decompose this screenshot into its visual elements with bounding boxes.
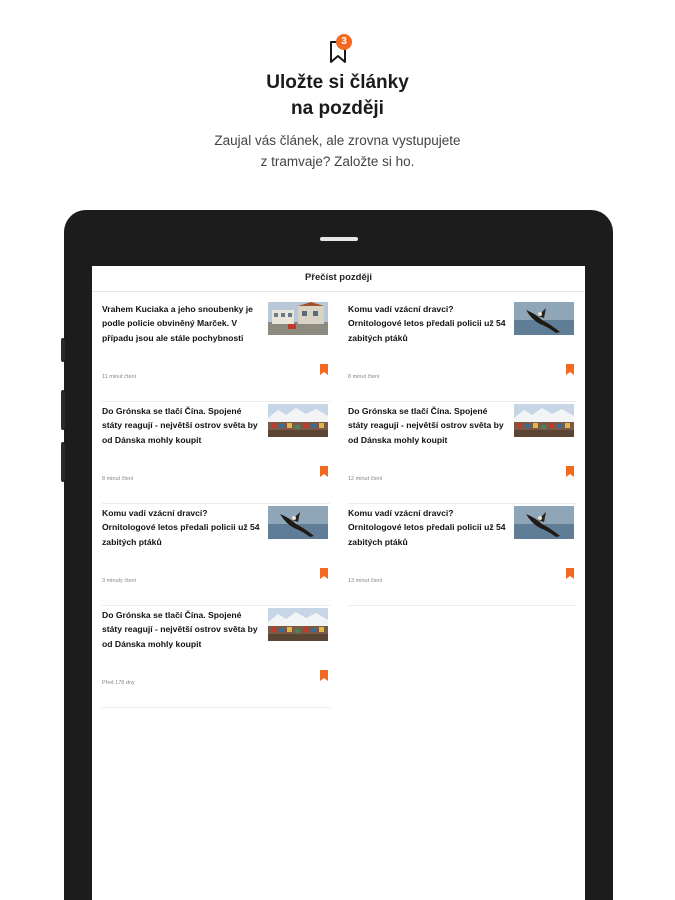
hero-title: [0, 70, 675, 122]
article-title[interactable]: Vrahem Kuciaka a jeho snoubenky je podle policie obviněný Marček. V případu jsou ale stále pochybnosti: [102, 304, 253, 343]
hero-subtitle-line: Zaujal vás článek, ale zrovna vystupujete: [214, 133, 461, 148]
card-divider: [348, 605, 576, 606]
article-thumbnail[interactable]: [268, 404, 328, 437]
article-card[interactable]: [348, 302, 576, 402]
app-screen: [92, 266, 585, 900]
article-thumbnail[interactable]: [514, 404, 574, 437]
hero-subtitle: [0, 130, 675, 172]
bookmark-badge: [326, 36, 356, 66]
article-title[interactable]: Do Grónska se tlačí Čína. Spojené státy reagují - největší ostrov světa by od Dánska mohly koupit: [102, 406, 258, 445]
bookmark-filled-icon[interactable]: [320, 668, 328, 679]
bookmark-filled-icon[interactable]: [320, 566, 328, 577]
bookmark-filled-icon[interactable]: [320, 464, 328, 475]
article-title[interactable]: Komu vadí vzácní dravci? Ornitologové letos předali policii už 54 zabitých ptáků: [102, 508, 260, 547]
hero-title-line: na později: [291, 98, 384, 119]
tablet-side-button: [61, 390, 65, 430]
article-card[interactable]: [102, 608, 330, 708]
article-reading-time: 8 minut čtení: [102, 475, 134, 482]
article-reading-time: 8 minut čtení: [348, 373, 380, 380]
article-title[interactable]: Do Grónska se tlačí Čína. Spojené státy reagují - největší ostrov světa by od Dánska mohly koupit: [102, 610, 258, 649]
tablet-speaker: [320, 237, 358, 241]
article-title[interactable]: Komu vadí vzácní dravci? Ornitologové letos předali policii už 54 zabitých ptáků: [348, 508, 506, 547]
article-card[interactable]: [102, 506, 330, 606]
article-card[interactable]: [102, 302, 330, 402]
article-title[interactable]: Komu vadí vzácní dravci? Ornitologové letos předali policii už 54 zabitých ptáků: [348, 304, 506, 343]
article-reading-time: 12 minut čtení: [348, 475, 383, 482]
article-thumbnail[interactable]: [268, 608, 328, 641]
card-divider: [102, 605, 330, 606]
hero-title-line: Uložte si články: [266, 72, 409, 93]
article-reading-time: Před 178 dny: [102, 679, 135, 686]
tablet-side-button: [61, 442, 65, 482]
bookmark-filled-icon[interactable]: [566, 464, 574, 475]
article-reading-time: 13 minut čtení: [348, 577, 383, 584]
article-thumbnail[interactable]: [268, 302, 328, 335]
article-thumbnail[interactable]: [514, 302, 574, 335]
article-card[interactable]: [348, 506, 576, 606]
card-divider: [102, 401, 330, 402]
article-reading-time: 11 minut čtení: [102, 373, 137, 380]
card-divider: [348, 401, 576, 402]
article-thumbnail[interactable]: [514, 506, 574, 539]
card-divider: [102, 503, 330, 504]
bookmark-filled-icon[interactable]: [320, 362, 328, 373]
screen-title: Přečíst později: [92, 266, 585, 292]
article-thumbnail[interactable]: [268, 506, 328, 539]
card-divider: [102, 707, 330, 708]
hero-subtitle-line: z tramvaje? Založte si ho.: [260, 154, 415, 169]
tablet-side-button: [61, 338, 65, 362]
article-card[interactable]: [102, 404, 330, 504]
article-card[interactable]: [348, 404, 576, 504]
article-title[interactable]: Do Grónska se tlačí Čína. Spojené státy reagují - největší ostrov světa by od Dánska mohly koupit: [348, 406, 504, 445]
tablet-frame: [64, 210, 613, 900]
bookmark-filled-icon[interactable]: [566, 362, 574, 373]
article-reading-time: 3 minuty čtení: [102, 577, 137, 584]
saved-count-badge: 3: [336, 34, 352, 50]
bookmark-filled-icon[interactable]: [566, 566, 574, 577]
card-divider: [348, 503, 576, 504]
